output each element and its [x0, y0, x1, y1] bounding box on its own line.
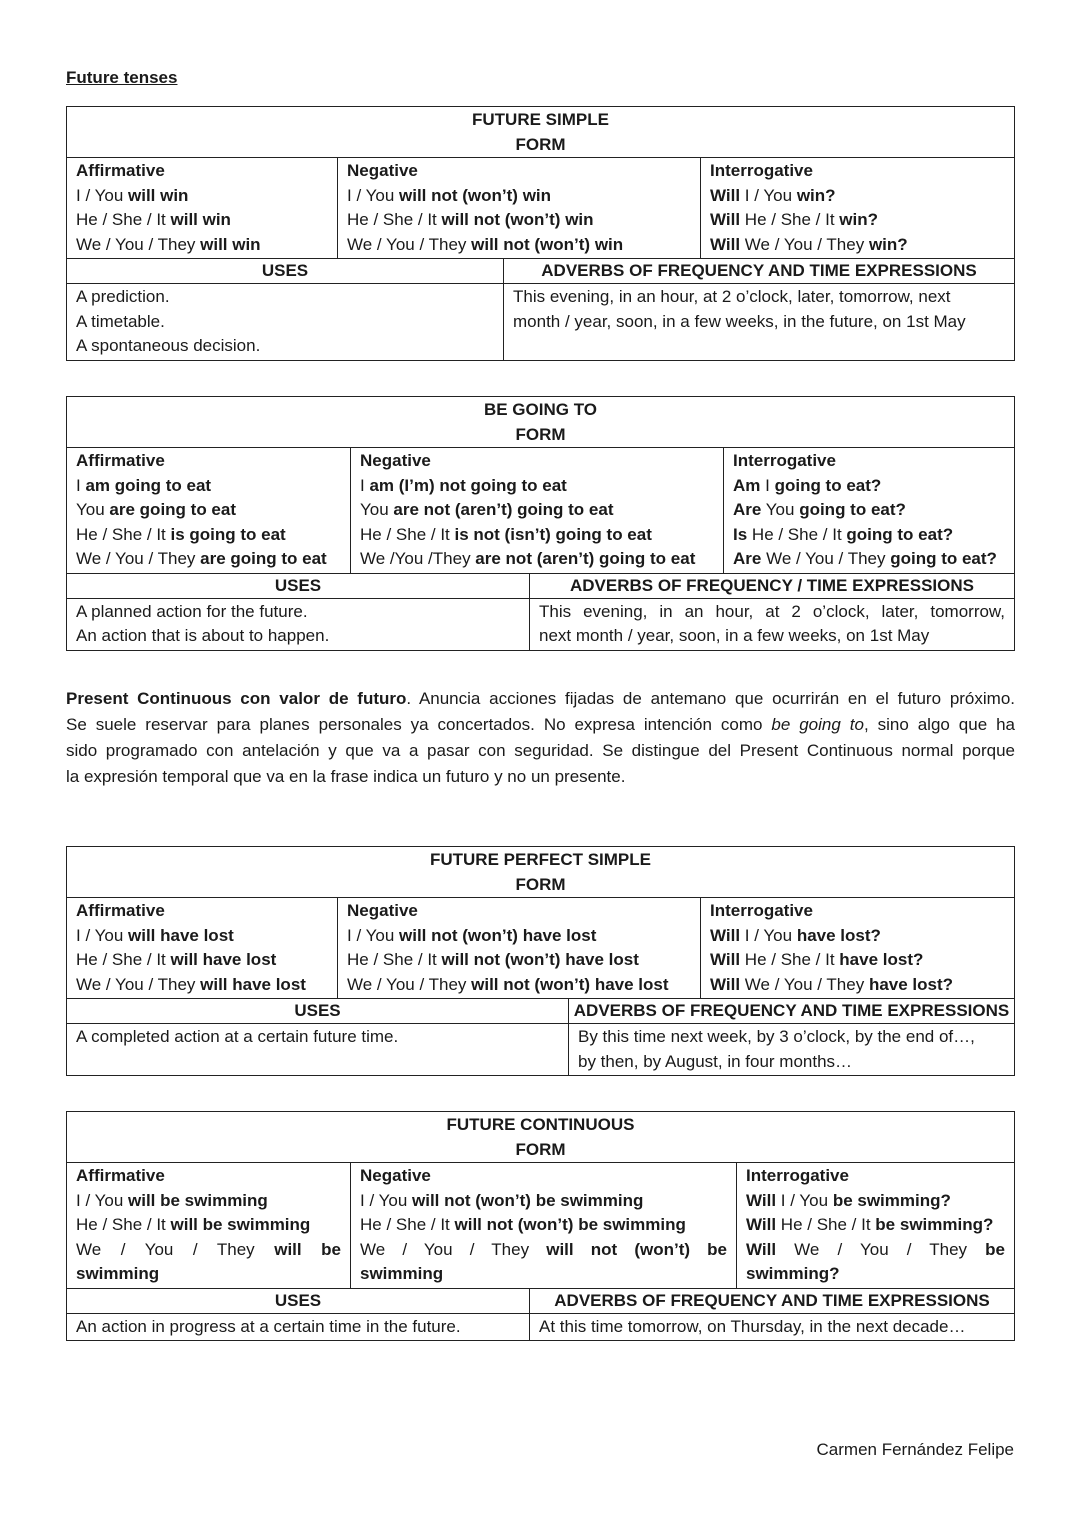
uses-label: USES	[274, 575, 322, 595]
negative-label: Negative	[360, 1166, 431, 1185]
negative-label: Negative	[347, 901, 418, 920]
negative-cell	[337, 158, 700, 258]
subject: We / You / They	[776, 1239, 986, 1259]
auxiliary: Is	[733, 524, 748, 544]
adverbs-label: ADVERBS OF FREQUENCY / TIME EXPRESSIONS	[529, 574, 1014, 598]
form-line	[76, 924, 328, 949]
verb: are not (aren’t) going to eat	[393, 500, 614, 519]
subject: He / She / It	[347, 950, 442, 969]
subject: You	[761, 500, 800, 519]
form-line	[76, 1238, 341, 1263]
use-item: A completed action at a certain future time.	[76, 1027, 399, 1046]
subject: I / You	[76, 1190, 128, 1210]
subject: We / You / They	[347, 234, 472, 254]
adverbs-cell	[529, 599, 1014, 650]
form-line	[347, 208, 691, 233]
auxiliary: Will	[746, 1215, 777, 1234]
auxiliary: Will	[710, 974, 741, 994]
paragraph-line: sido programado con antelación y que va a pasar con seguridad. Se distingue del Present Continuous normal porque	[66, 741, 1015, 760]
verb: will have lost	[170, 950, 277, 969]
form-row	[67, 158, 1014, 259]
uses-label: USES	[274, 1290, 322, 1310]
uses-cell	[67, 599, 529, 650]
verb: will be	[274, 1239, 341, 1259]
form-line	[76, 523, 341, 548]
affirmative-label: Affirmative	[76, 901, 165, 920]
subject: He / She / It	[776, 1215, 876, 1234]
page-title: Future tenses	[66, 68, 178, 87]
form-line	[347, 924, 691, 949]
adverbs-label: ADVERBS OF FREQUENCY AND TIME EXPRESSIONS	[503, 259, 1014, 283]
uses-row	[67, 1314, 1014, 1341]
use-item: A planned action for the future.	[76, 601, 308, 621]
form-line	[733, 547, 1005, 572]
subject: I / You	[360, 1190, 412, 1210]
interrogative-label: Interrogative	[733, 451, 836, 470]
table-heading: FUTURE CONTINUOUS	[446, 1115, 635, 1134]
form-line	[360, 1189, 727, 1214]
paragraph-term: Present Continuous con valor de futuro	[66, 689, 407, 708]
verb: will not (won’t) be	[546, 1239, 728, 1259]
present-continuous-paragraph	[66, 686, 1015, 790]
auxiliary: Will	[710, 185, 741, 205]
form-label: FORM	[67, 422, 1014, 448]
verb: win?	[839, 210, 879, 229]
subject: We / You / They	[347, 974, 472, 994]
form-line	[347, 233, 691, 258]
verb: have lost?	[796, 925, 881, 945]
form-label: FORM	[67, 132, 1014, 158]
form-line	[347, 184, 691, 209]
adverbs-label: ADVERBS OF FREQUENCY AND TIME EXPRESSIONS	[568, 999, 1014, 1023]
adverbs-text: month / year, soon, in a few weeks, in the future, on 1st May	[513, 311, 966, 331]
form-line	[360, 1262, 727, 1287]
uses-row	[67, 284, 1014, 360]
interrogative-cell	[700, 158, 1014, 258]
adverbs-cell	[503, 284, 1014, 360]
subject: He / She / It	[740, 950, 840, 969]
subject: I / You	[347, 925, 399, 945]
verb: will be swimming	[170, 1215, 311, 1234]
form-row	[67, 898, 1014, 999]
verb: swimming	[76, 1264, 160, 1283]
section-header-row	[67, 259, 1014, 284]
paragraph-text: Se suele reservar para planes personales ya concertados. No expresa intención como	[66, 715, 772, 734]
negative-cell	[337, 898, 700, 998]
verb: will not (won’t) win	[471, 234, 624, 254]
interrogative-cell	[736, 1163, 1014, 1288]
future-perfect-table	[66, 846, 1015, 1076]
section-header-row	[67, 574, 1014, 599]
form-line	[76, 547, 341, 572]
form-line	[76, 233, 328, 258]
subject: We /You /They	[360, 549, 476, 568]
verb: is not (isn’t) going to eat	[454, 524, 652, 544]
form-line	[76, 184, 328, 209]
section-header-row	[67, 999, 1014, 1024]
uses-row	[67, 1024, 1014, 1075]
subject: I / You	[76, 925, 128, 945]
negative-label: Negative	[360, 451, 431, 470]
form-line	[360, 547, 714, 572]
verb: swimming?	[746, 1264, 840, 1283]
subject: I	[76, 475, 86, 495]
verb: win?	[796, 185, 836, 205]
auxiliary: Am	[733, 475, 761, 495]
affirmative-cell	[67, 448, 350, 573]
author-signature: Carmen Fernández Felipe	[816, 1440, 1014, 1459]
uses-label: USES	[261, 261, 309, 280]
paragraph-line	[66, 686, 1015, 712]
use-item: A prediction.	[76, 287, 170, 306]
auxiliary: Are	[733, 549, 762, 568]
adverbs-text: by then, by August, in four months…	[578, 1051, 853, 1071]
subject: We / You / They	[761, 549, 891, 568]
subject: I / You	[76, 185, 128, 205]
form-line	[710, 948, 1005, 973]
section-header-row	[67, 1289, 1014, 1314]
affirmative-cell	[67, 1163, 350, 1288]
subject: I / You	[347, 185, 399, 205]
subject: He / She / It	[76, 1215, 171, 1234]
subject: I / You	[740, 185, 797, 205]
form-line	[710, 184, 1005, 209]
subject: We / You / They	[360, 1239, 547, 1259]
verb: will have lost	[128, 925, 234, 945]
verb: going to eat?	[890, 549, 997, 568]
affirmative-label: Affirmative	[76, 161, 165, 180]
form-line	[710, 924, 1005, 949]
form-line	[710, 208, 1005, 233]
verb: be swimming?	[875, 1215, 994, 1234]
subject: You	[76, 500, 110, 519]
form-line	[76, 208, 328, 233]
adverbs-text: By this time next week, by 3 o’clock, by the end of…,	[578, 1027, 975, 1046]
subject: He / She / It	[347, 210, 442, 229]
form-line	[76, 948, 328, 973]
subject: You	[360, 500, 394, 519]
interrogative-label: Interrogative	[746, 1166, 849, 1185]
adverbs-text: This evening, in an hour, at 2 o’clock, later, tomorrow,	[539, 601, 1005, 621]
auxiliary: Will	[710, 950, 741, 969]
interrogative-cell	[700, 898, 1014, 998]
uses-row	[67, 599, 1014, 650]
form-line	[710, 233, 1005, 258]
form-line	[746, 1189, 1005, 1214]
subject: I	[360, 475, 370, 495]
verb: will not (won’t) have lost	[471, 974, 669, 994]
verb: am (I’m) not going to eat	[369, 475, 567, 495]
subject: I	[760, 475, 775, 495]
form-line	[76, 474, 341, 499]
subject: We / You / They	[76, 549, 201, 568]
form-line	[360, 523, 714, 548]
paragraph-line	[66, 712, 1015, 738]
negative-cell	[350, 448, 723, 573]
form-line	[733, 498, 1005, 523]
table-heading: FUTURE PERFECT SIMPLE	[429, 850, 651, 869]
verb: going to eat?	[846, 524, 954, 544]
paragraph-emphasis: be going to	[771, 715, 864, 734]
form-row	[67, 1163, 1014, 1289]
subject: He / She / It	[740, 210, 840, 229]
verb: going to eat?	[799, 500, 906, 519]
subject: He / She / It	[360, 1215, 455, 1234]
subject: I / You	[776, 1190, 833, 1210]
verb: swimming	[360, 1264, 444, 1283]
subject: He / She / It	[747, 524, 847, 544]
form-line	[76, 973, 328, 998]
verb: is going to eat	[170, 524, 286, 544]
form-line	[733, 523, 1005, 548]
form-line	[710, 973, 1005, 998]
form-line	[347, 973, 691, 998]
auxiliary: Will	[746, 1190, 777, 1210]
verb: will have lost	[200, 974, 306, 994]
verb: win?	[868, 234, 908, 254]
form-line	[360, 474, 714, 499]
verb: will win	[200, 234, 261, 254]
adverbs-label: ADVERBS OF FREQUENCY AND TIME EXPRESSIONS	[529, 1289, 1014, 1313]
subject: We / You / They	[76, 234, 201, 254]
verb: be swimming?	[832, 1190, 951, 1210]
form-line	[733, 474, 1005, 499]
auxiliary: Will	[710, 234, 741, 254]
verb: will win	[170, 210, 231, 229]
negative-cell	[350, 1163, 736, 1288]
form-label: FORM	[67, 872, 1014, 898]
verb: will not (won’t) be swimming	[412, 1190, 644, 1210]
negative-label: Negative	[347, 161, 418, 180]
verb: going to eat?	[774, 475, 882, 495]
verb: are going to eat	[200, 549, 327, 568]
form-row	[67, 448, 1014, 574]
form-line	[360, 1213, 727, 1238]
adverbs-text: This evening, in an hour, at 2 o’clock, later, tomorrow, next	[513, 287, 951, 306]
adverbs-cell	[529, 1314, 1014, 1341]
paragraph-text: , sino algo que ha	[863, 715, 1015, 734]
form-line	[746, 1238, 1005, 1263]
affirmative-label: Affirmative	[76, 451, 165, 470]
verb: will not (won’t) have lost	[441, 950, 639, 969]
future-continuous-table	[66, 1111, 1015, 1341]
verb: am going to eat	[85, 475, 212, 495]
table-heading: BE GOING TO	[483, 400, 598, 419]
use-item: A timetable.	[76, 311, 165, 331]
uses-cell	[67, 1024, 568, 1075]
verb: will not (won’t) have lost	[399, 925, 597, 945]
form-line	[76, 1213, 341, 1238]
interrogative-label: Interrogative	[710, 161, 813, 180]
form-line	[746, 1213, 1005, 1238]
subject: We / You / They	[740, 234, 869, 254]
interrogative-cell	[723, 448, 1014, 573]
subject: He / She / It	[76, 210, 171, 229]
form-label: FORM	[67, 1137, 1014, 1163]
form-line	[360, 498, 714, 523]
form-line	[76, 498, 341, 523]
uses-cell	[67, 284, 503, 360]
form-line	[76, 1262, 341, 1287]
use-item: An action that is about to happen.	[76, 626, 330, 645]
use-item: An action in progress at a certain time in the future.	[76, 1316, 461, 1336]
verb: are not (aren’t) going to eat	[475, 549, 696, 568]
verb: will not (won’t) be swimming	[454, 1215, 686, 1234]
interrogative-label: Interrogative	[710, 901, 813, 920]
verb: have lost?	[839, 950, 924, 969]
auxiliary: Will	[746, 1239, 777, 1259]
subject: We / You / They	[740, 974, 869, 994]
verb: be	[985, 1239, 1005, 1259]
subject: He / She / It	[360, 524, 455, 544]
form-line	[360, 1238, 727, 1263]
verb: have lost?	[868, 974, 954, 994]
use-item: A spontaneous decision.	[76, 336, 261, 355]
auxiliary: Will	[710, 210, 741, 229]
paragraph-line: la expresión temporal que va en la frase indica un futuro y no un presente.	[66, 767, 626, 786]
affirmative-label: Affirmative	[76, 1166, 165, 1185]
subject: I / You	[740, 925, 797, 945]
verb: are going to eat	[109, 500, 236, 519]
affirmative-cell	[67, 898, 337, 998]
table-heading: FUTURE SIMPLE	[472, 110, 609, 129]
adverbs-text: At this time tomorrow, on Thursday, in the next decade…	[539, 1316, 966, 1336]
verb: will not (won’t) win	[441, 210, 594, 229]
be-going-to-table	[66, 396, 1015, 651]
form-line	[76, 1189, 341, 1214]
affirmative-cell	[67, 158, 337, 258]
form-line	[746, 1262, 1005, 1287]
verb: will not (won’t) win	[399, 185, 552, 205]
verb: will win	[128, 185, 189, 205]
subject: We / You / They	[76, 1239, 275, 1259]
adverbs-text: next month / year, soon, in a few weeks, on 1st May	[539, 626, 930, 645]
uses-cell	[67, 1314, 529, 1341]
adverbs-cell	[568, 1024, 1014, 1075]
future-simple-table	[66, 106, 1015, 361]
subject: We / You / They	[76, 974, 201, 994]
auxiliary: Are	[733, 500, 762, 519]
uses-label: USES	[294, 1001, 341, 1020]
subject: He / She / It	[76, 950, 171, 969]
form-line	[347, 948, 691, 973]
verb: will be swimming	[128, 1190, 268, 1210]
subject: He / She / It	[76, 524, 171, 544]
auxiliary: Will	[710, 925, 741, 945]
paragraph-text: . Anuncia acciones fijadas de antemano que ocurrirán en el futuro próximo.	[406, 689, 1016, 708]
